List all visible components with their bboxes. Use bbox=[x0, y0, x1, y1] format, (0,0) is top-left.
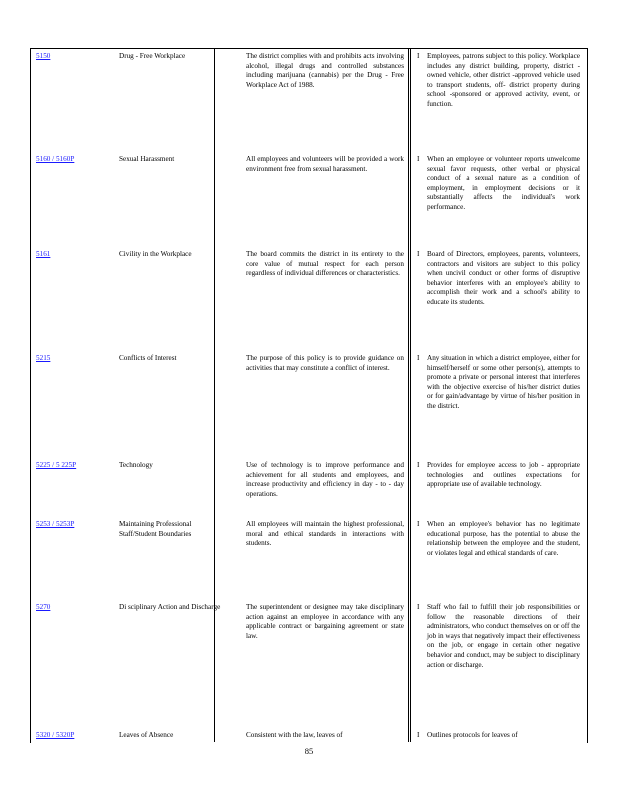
policy-title: Leaves of Absence bbox=[119, 731, 174, 739]
policy-definition bbox=[417, 250, 580, 308]
definition-text: Provides for employee access to job - appropriate technologies and outlines expectations for appropriate use of available technology. bbox=[427, 461, 580, 489]
bullet-icon: I bbox=[417, 520, 420, 528]
policy-title: Maintaining Professional Staff/Student Boundaries bbox=[119, 520, 192, 538]
policy-summary: The district complies with and prohibits acts involving alcohol, illegal drugs and controlled substances including marijuana (cannabis) per the Drug - Free Workplace Act of 1988. bbox=[246, 52, 404, 89]
column-divider bbox=[214, 48, 215, 742]
bullet-icon: I bbox=[417, 52, 420, 60]
bullet-icon: I bbox=[417, 731, 420, 739]
policy-definition bbox=[417, 52, 580, 110]
policy-code-link[interactable]: 5320 / 5320P bbox=[36, 731, 75, 739]
policy-title: Drug - Free Workplace bbox=[119, 52, 186, 60]
bullet-icon: I bbox=[417, 155, 420, 163]
policy-summary: Consistent with the law, leaves of bbox=[246, 731, 343, 739]
policy-summary: Use of technology is to improve performance and achievement for all students and employees, and increase productivity and efficiency in day - to - day operations. bbox=[246, 461, 404, 498]
definition-text: Staff who fail to fulfill their job responsibilities or follow the reasonable directions of their administrators, who conduct themselves on or off the job in ways that negatively impact their effectiveness on the job, or engage in certain other negative behavior and conduct, may be subject to disciplinary action or discharge. bbox=[427, 603, 580, 669]
policy-title: Di sciplinary Action and Discharge bbox=[119, 603, 221, 611]
page-number: 85 bbox=[304, 746, 314, 756]
policy-code-link[interactable]: 5150 bbox=[36, 52, 51, 60]
policy-summary: All employees and volunteers will be provided a work environment free from sexual harassment. bbox=[246, 155, 404, 173]
policy-code-link[interactable]: 5215 bbox=[36, 354, 51, 362]
policy-code-link[interactable]: 5253 / 5253P bbox=[36, 520, 75, 528]
bullet-icon: I bbox=[417, 603, 420, 611]
policy-title: Technology bbox=[119, 461, 153, 469]
policy-summary: The board commits the district in its entirety to the core value of mutual respect for each person regardless of individual differences or characteristics. bbox=[246, 250, 404, 278]
policy-code-link[interactable]: 5161 bbox=[36, 250, 51, 258]
definition-text: Outlines protocols for leaves of bbox=[427, 731, 518, 739]
definition-text: Employees, patrons subject to this policy. Workplace includes any district building, property, district -owned vehicle, other district -approved vehicle used to transport students, off- district property during school -sponsored or approved activity, event, or function. bbox=[427, 52, 580, 108]
bullet-icon: I bbox=[417, 250, 420, 258]
policy-code-link[interactable]: 5225 / 5 225P bbox=[36, 461, 77, 469]
policy-definition bbox=[417, 603, 580, 670]
definition-text: When an employee or volunteer reports unwelcome sexual favor requests, other verbal or physical conduct of a sexual nature as a condition of employment, in employment decisions or it substantially affects the individual's work performance. bbox=[427, 155, 580, 211]
policy-code-link[interactable]: 5270 bbox=[36, 603, 51, 611]
policy-definition bbox=[417, 155, 580, 213]
policy-title: Sexual Harassment bbox=[119, 155, 175, 163]
policy-title: Conflicts of Interest bbox=[119, 354, 177, 362]
policy-definition bbox=[417, 461, 580, 490]
policy-summary: The purpose of this policy is to provide guidance on activities that may constitute a conflict of interest. bbox=[246, 354, 404, 372]
policy-definition bbox=[417, 731, 580, 741]
definition-text: Any situation in which a district employee, either for himself/herself or some other person(s), attempts to promote a private or personal interest that interferes with the objective exercise of his/her district duties or for gain/advantage by virtue of his/her position in the district. bbox=[427, 354, 580, 410]
policy-summary: The superintendent or designee may take disciplinary action against an employee in accordance with any applicable contract or bargaining agreement or state law. bbox=[246, 603, 404, 640]
policy-code-link[interactable]: 5160 / 5160P bbox=[36, 155, 75, 163]
policy-definition bbox=[417, 520, 580, 558]
definition-text: When an employee's behavior has no legitimate educational purpose, has the potential to abuse the relationship between the employee and the student, or violates legal and ethical standards of care. bbox=[427, 520, 580, 557]
policy-title: Civility in the Workplace bbox=[119, 250, 192, 258]
policy-summary: All employees will maintain the highest professional, moral and ethical standards in interactions with students. bbox=[246, 520, 404, 548]
bullet-icon: I bbox=[417, 354, 420, 362]
policy-definition bbox=[417, 354, 580, 412]
bullet-icon: I bbox=[417, 461, 420, 469]
definition-text: Board of Directors, employees, parents, volunteers, contractors and visitors are subject to this policy when uncivil conduct or other forms of disruptive behavior interferes with an employee's ability to accomplish their work and a school's ability to educate its students. bbox=[427, 250, 580, 306]
column-divider bbox=[410, 48, 411, 742]
column-divider bbox=[408, 48, 409, 742]
